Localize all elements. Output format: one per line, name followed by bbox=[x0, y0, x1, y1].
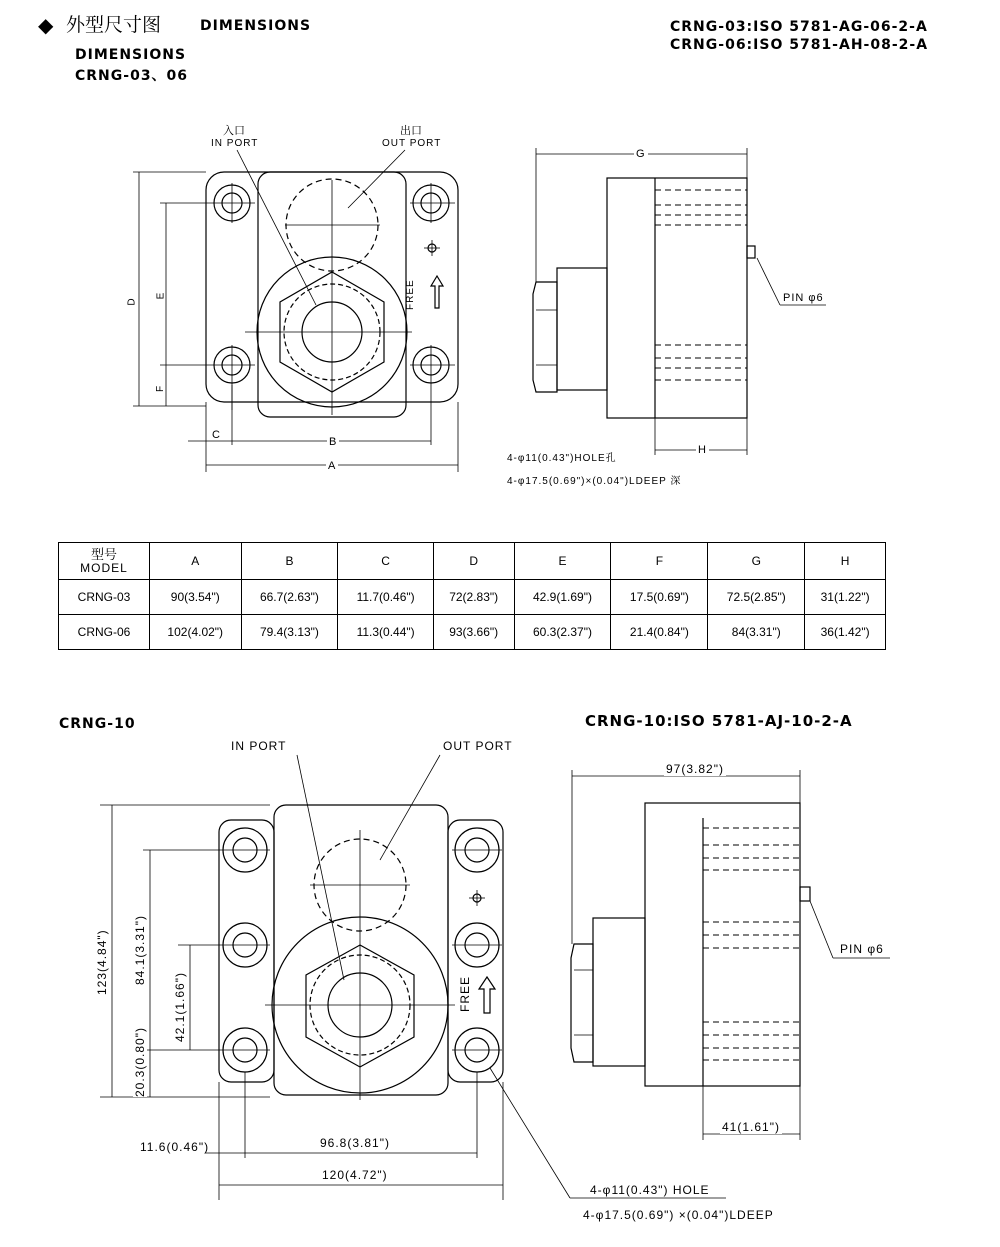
hole-note-2: 4-φ17.5(0.69") ×(0.04")LDEEP bbox=[583, 1208, 774, 1222]
dim-f-label: F bbox=[155, 384, 167, 393]
side-boss bbox=[593, 918, 645, 1066]
dim-968-label: 96.8(3.81") bbox=[320, 1136, 390, 1150]
mounting-holes bbox=[223, 828, 499, 1072]
dim-b-label: B bbox=[329, 436, 338, 448]
table-cell: 17.5(0.69") bbox=[611, 580, 708, 615]
dim-d-label: D bbox=[126, 297, 138, 306]
table-cell: 102(4.02") bbox=[150, 615, 242, 650]
col-header: G bbox=[708, 543, 805, 580]
col-header: E bbox=[514, 543, 611, 580]
title-cn: 外型尺寸图 bbox=[66, 14, 162, 36]
dim-h-label: H bbox=[698, 444, 707, 456]
table-cell: 72(2.83") bbox=[433, 580, 514, 615]
subtitle-dimensions: DIMENSIONS bbox=[75, 47, 187, 63]
table-cell: 11.3(0.44") bbox=[338, 615, 433, 650]
dim-a-label: A bbox=[328, 460, 337, 472]
inport-label-en: IN PORT bbox=[211, 138, 259, 149]
free-label: FREE bbox=[405, 279, 416, 310]
pin-label: PIN φ6 bbox=[783, 292, 824, 304]
hole-note-1: 4-φ11(0.43") HOLE bbox=[590, 1183, 710, 1197]
table-cell: 93(3.66") bbox=[433, 615, 514, 650]
dim-c-label: C bbox=[212, 429, 221, 441]
iso-line-2: CRNG-06:ISO 5781-AH-08-2-A bbox=[670, 37, 929, 53]
side-hex bbox=[571, 944, 593, 1062]
dim-120-label: 120(4.72") bbox=[322, 1168, 388, 1182]
model-header-en: MODEL bbox=[80, 560, 128, 575]
dim-h-label: 41(1.61") bbox=[722, 1120, 780, 1134]
table-cell: 36(1.42") bbox=[805, 615, 886, 650]
table-cell-model: CRNG-06 bbox=[59, 615, 150, 650]
dim-20-label: 20.3(0.80") bbox=[133, 1027, 147, 1097]
col-header: F bbox=[611, 543, 708, 580]
diamond-icon: ◆ bbox=[38, 13, 54, 37]
dim-123-label: 123(4.84") bbox=[95, 929, 109, 995]
subtitle-models: CRNG-03、06 bbox=[75, 68, 189, 84]
table-cell-model: CRNG-03 bbox=[59, 580, 150, 615]
table-cell: 90(3.54") bbox=[150, 580, 242, 615]
dim-116-label: 11.6(0.46") bbox=[140, 1140, 210, 1154]
outport-label-cn: 出口 bbox=[400, 124, 422, 137]
col-header: A bbox=[150, 543, 242, 580]
dim-top-label: 97(3.82") bbox=[666, 762, 724, 776]
crng10-title: CRNG-10 bbox=[59, 716, 136, 732]
col-header: H bbox=[805, 543, 886, 580]
table-cell: 21.4(0.84") bbox=[611, 615, 708, 650]
flow-arrow-icon bbox=[479, 977, 495, 1013]
dim-84-label: 84.1(3.31") bbox=[133, 915, 147, 985]
col-header: B bbox=[241, 543, 338, 580]
hole-note-1: 4-φ11(0.43")HOLE孔 bbox=[507, 453, 617, 464]
col-header: D bbox=[433, 543, 514, 580]
dim-42-label: 42.1(1.66") bbox=[173, 972, 187, 1042]
outport-label: OUT PORT bbox=[443, 739, 513, 753]
table-cell: 60.3(2.37") bbox=[514, 615, 611, 650]
front-body-outline bbox=[274, 805, 448, 1095]
pin bbox=[800, 887, 810, 901]
title-en: DIMENSIONS bbox=[200, 18, 312, 34]
hole-note-2: 4-φ17.5(0.69")×(0.04")LDEEP 深 bbox=[507, 476, 682, 487]
iso-line-1: CRNG-03:ISO 5781-AG-06-2-A bbox=[670, 19, 928, 35]
table-cell: 31(1.22") bbox=[805, 580, 886, 615]
dim-e-label: E bbox=[155, 291, 167, 300]
model-header-cn: 型号 bbox=[90, 546, 117, 562]
table-cell: 72.5(2.85") bbox=[708, 580, 805, 615]
outport-label-en: OUT PORT bbox=[382, 138, 442, 149]
crng10-iso: CRNG-10:ISO 5781-AJ-10-2-A bbox=[585, 712, 853, 730]
inport-label-cn: 入口 bbox=[223, 124, 245, 137]
pin-label: PIN φ6 bbox=[840, 942, 884, 956]
table-cell: 84(3.31") bbox=[708, 615, 805, 650]
center-lines bbox=[220, 830, 502, 1100]
col-header: C bbox=[338, 543, 433, 580]
table-cell: 11.7(0.46") bbox=[338, 580, 433, 615]
dim-g-label: G bbox=[636, 148, 646, 160]
inport-label: IN PORT bbox=[231, 739, 287, 753]
free-label: FREE bbox=[458, 975, 472, 1012]
table-cell: 79.4(3.13") bbox=[241, 615, 338, 650]
table-cell: 42.9(1.69") bbox=[514, 580, 611, 615]
table-cell: 66.7(2.63") bbox=[241, 580, 338, 615]
